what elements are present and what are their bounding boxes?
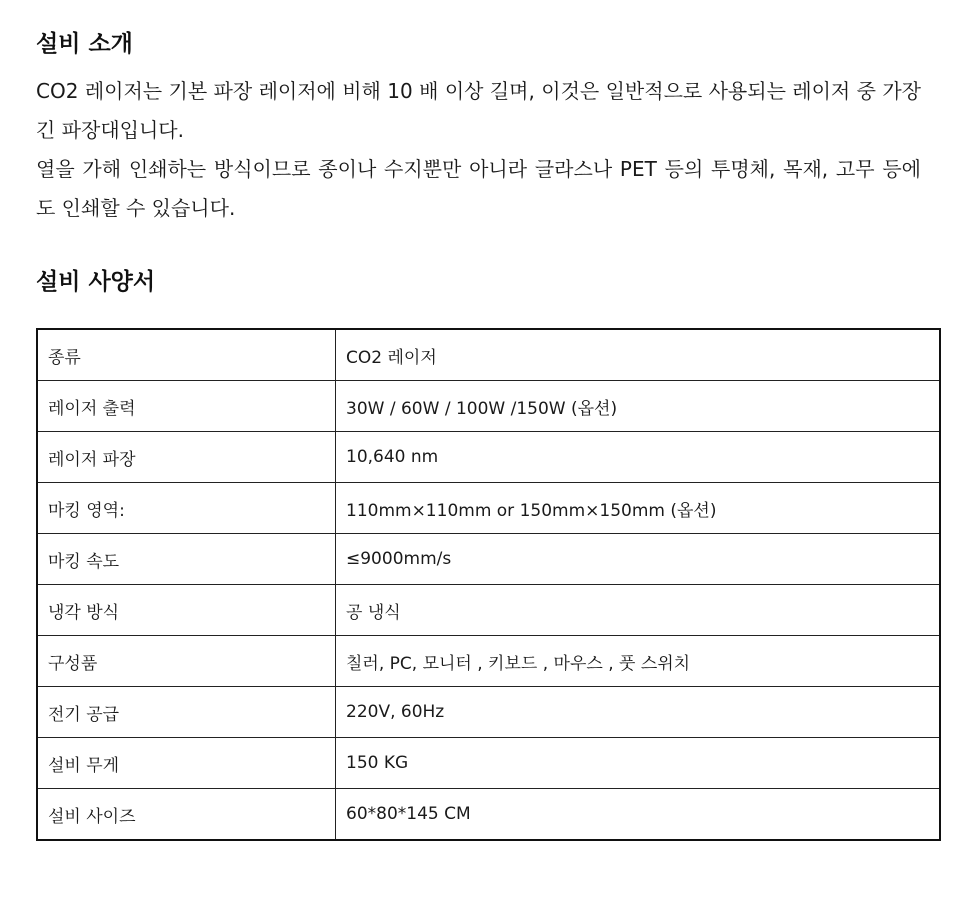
spec-label: 마킹 영역:	[37, 483, 336, 534]
intro-heading: 설비 소개	[36, 31, 133, 57]
table-row	[37, 534, 940, 585]
table-row	[37, 381, 940, 432]
spec-value: 60*80*145 CM	[336, 789, 941, 841]
spec-label: 냉각 방식	[37, 585, 336, 636]
spec-label: 마킹 속도	[37, 534, 336, 585]
spec-label: 레이저 파장	[37, 432, 336, 483]
intro-paragraph: 열을 가해 인쇄하는 방식이므로 종이나 수지뿐만 아니라 글라스나 PET 등의 투명체, 목재, 고무 등에도 인쇄할 수 있습니다.	[36, 157, 921, 220]
spec-value: 공 냉식	[336, 585, 941, 636]
spec-label: 종류	[37, 329, 336, 381]
spec-value: 10,640 nm	[336, 432, 941, 483]
spec-label: 설비 무게	[37, 738, 336, 789]
table-row	[37, 738, 940, 789]
table-row	[37, 585, 940, 636]
spec-label: 설비 사이즈	[37, 789, 336, 841]
table-row	[37, 432, 940, 483]
spec-value: ≤9000mm/s	[336, 534, 941, 585]
spec-label: 전기 공급	[37, 687, 336, 738]
spec-value: 110mm×110mm or 150mm×150mm (옵션)	[336, 483, 941, 534]
table-row	[37, 483, 940, 534]
spec-label: 구성품	[37, 636, 336, 687]
intro-body	[36, 72, 921, 228]
spec-value: CO2 레이저	[336, 329, 941, 381]
spec-value: 칠러, PC, 모니터 , 키보드 , 마우스 , 풋 스위치	[336, 636, 941, 687]
spec-value: 150 KG	[336, 738, 941, 789]
intro-paragraph: CO2 레이저는 기본 파장 레이저에 비해 10 배 이상 길며, 이것은 일반적으로 사용되는 레이저 중 가장 긴 파장대입니다.	[36, 79, 921, 142]
spec-value: 220V, 60Hz	[336, 687, 941, 738]
table-row	[37, 329, 940, 381]
spec-heading: 설비 사양서	[36, 269, 156, 295]
spec-table	[36, 328, 941, 841]
table-row	[37, 789, 940, 841]
spec-value: 30W / 60W / 100W /150W (옵션)	[336, 381, 941, 432]
table-row	[37, 687, 940, 738]
table-row	[37, 636, 940, 687]
spec-label: 레이저 출력	[37, 381, 336, 432]
